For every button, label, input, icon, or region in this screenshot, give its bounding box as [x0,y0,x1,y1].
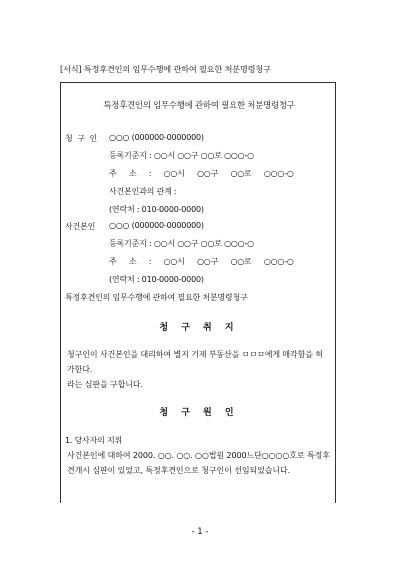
cause-line: 견개시 심판이 있었고, 특정후견인으로 청구인이 선임되었습니다. [67,466,291,475]
claimant-relation: 사건본인과의 관계 : [109,187,177,196]
claimant-address: 주 소 : ○○시 ○○구 ○○로 ○○○-○ [109,169,294,178]
principal-name: ○○○ (000000-0000000) [109,221,204,230]
form-caption: [서식] 특정후견인의 임무수행에 관하여 필요한 처분명령청구 [60,64,271,74]
cause-item: 1. 당사자의 지위 [65,436,123,445]
purpose-heading: 청 구 취 지 [159,323,239,333]
form-title: 특정후견인의 임무수행에 관하여 필요한 처분명령청구 [103,100,295,110]
cause-paragraph [67,448,331,478]
page-number: - 1 - [191,527,209,537]
claimant-label: 청 구 인 [65,134,99,143]
purpose-line: 청구인이 사건본인을 대리하여 별지 기재 부동산을 ㅁㅁㅁ에게 매각함을 허 [67,350,324,359]
purpose-line: 가한다. [67,365,93,374]
claimant-name: ○○○ (000000-0000000) [109,133,204,142]
purpose-line: 라는 심판을 구합니다. [67,380,143,389]
case-name: 특정후견인의 임무수행에 관하여 필요한 처분명령청구 [65,293,248,302]
principal-contact: (연락처 : 010-0000-0000) [109,275,204,284]
claimant-registry: 등록기준지 : ○○시 ○○구 ○○로 ○○○-○ [109,151,254,160]
purpose-paragraph [67,347,331,392]
principal-label: 사건본인 [65,222,96,231]
cause-line: 사건본인에 대하여 2000. ○○. ○○. ○○법원 2000느단○○○○호로 특정후 [67,451,330,460]
principal-address: 주 소 : ○○시 ○○구 ○○로 ○○○-○ [109,257,294,266]
principal-registry: 등록기준지 : ○○시 ○○구 ○○로 ○○○-○ [109,239,254,248]
cause-heading: 청 구 원 인 [159,408,239,418]
form-frame [60,82,336,503]
claimant-contact: (연락처 : 010-0000-0000) [109,205,204,214]
